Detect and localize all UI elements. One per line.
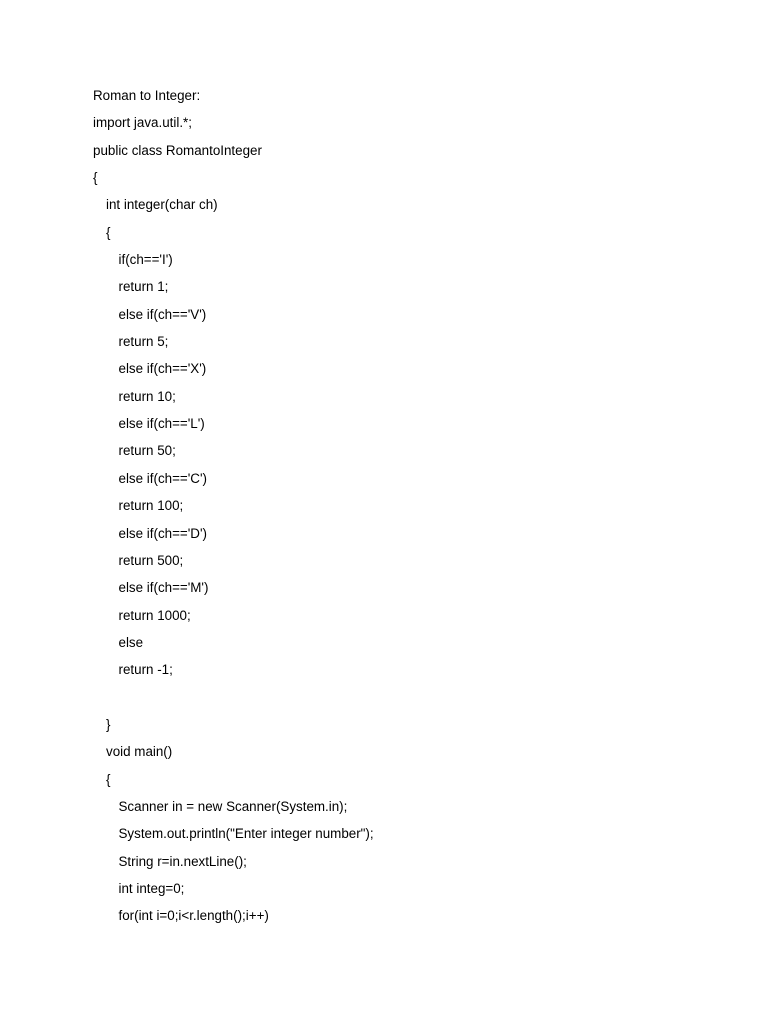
document-line: for(int i=0;i<r.length();i++) bbox=[118, 908, 269, 924]
document-line: System.out.println("Enter integer number"); bbox=[118, 826, 374, 842]
document-line: else if(ch=='C') bbox=[118, 470, 207, 486]
document-line: return 1000; bbox=[118, 607, 191, 623]
document-line: Roman to Integer: bbox=[93, 88, 201, 103]
document-line: return 1; bbox=[118, 279, 169, 295]
document-line: import java.util.*; bbox=[93, 115, 192, 131]
document-line: if(ch=='I') bbox=[118, 252, 173, 268]
document-line: return -1; bbox=[118, 662, 173, 678]
document-line: else if(ch=='M') bbox=[118, 580, 209, 596]
document-line: return 500; bbox=[118, 552, 184, 568]
document-line: { bbox=[106, 771, 111, 787]
document-line: return 10; bbox=[118, 388, 176, 404]
document-line: return 50; bbox=[118, 443, 176, 459]
document-line: else if(ch=='D') bbox=[118, 525, 207, 541]
document-line: Scanner in = new Scanner(System.in); bbox=[118, 798, 348, 814]
document-line: { bbox=[106, 224, 111, 240]
document-line: void main() bbox=[106, 744, 173, 760]
document-line: return 100; bbox=[118, 498, 184, 514]
document-line: else bbox=[118, 634, 144, 650]
document-line: public class RomantoInteger bbox=[93, 142, 262, 158]
document-line: else if(ch=='X') bbox=[118, 361, 207, 377]
document-body bbox=[93, 86, 733, 934]
document-line: int integer(char ch) bbox=[106, 197, 218, 213]
document-line: String r=in.nextLine(); bbox=[118, 853, 247, 869]
document-line: { bbox=[93, 170, 98, 186]
document-line bbox=[93, 688, 733, 715]
document-line: } bbox=[106, 716, 111, 732]
document-line: else if(ch=='L') bbox=[118, 416, 205, 432]
document-line: else if(ch=='V') bbox=[118, 306, 207, 322]
document-line: int integ=0; bbox=[118, 880, 185, 896]
document-line: return 5; bbox=[118, 334, 169, 350]
